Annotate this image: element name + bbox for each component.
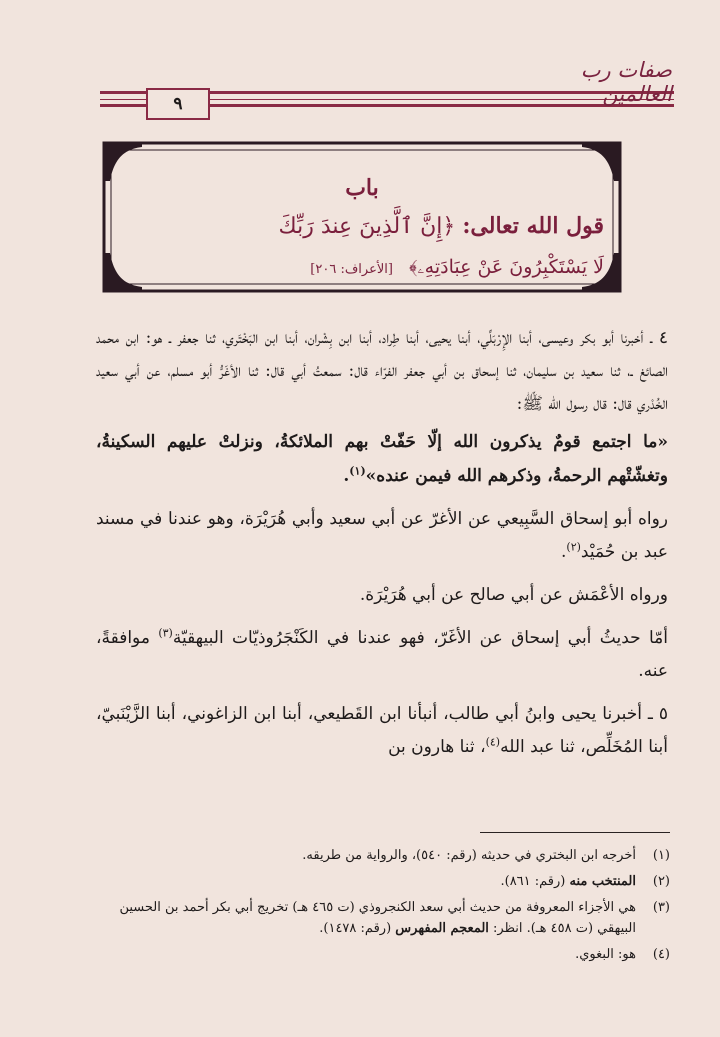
footnotes [96, 845, 670, 970]
footnote-ref-2: (٢) [566, 540, 581, 554]
footnote-text: هو: البغوي. [575, 947, 636, 962]
footnote-ref-1: (١) [349, 464, 366, 478]
footnote-bold: المعجم المفهرس [395, 921, 489, 936]
footnote-rest: هي الأجزاء المعروفة من حديث أبي سعد الكنجروذي (ت ٤٦٥ هـ) تخريج أبي بكر أحمد بن الحسين البيهقي (ت ٤٥٨ هـ). انظر: [119, 900, 636, 936]
footnote-2 [96, 871, 670, 892]
footnote-text [96, 871, 636, 892]
footnote-1 [96, 845, 670, 866]
hadith-text: «ما اجتمع قومٌ يذكرون الله إلّا حَفّتْ بهم الملائكةُ، ونزلتْ عليهم السكينةُ، وتغشّتْهم الرحمةُ، وذكرهم الله فيمن عنده»$^{(١)}$. [96, 432, 668, 486]
paragraph-amash: ورواه الأعْمَش عن أبي صالح عن أبي هُرَيْرَة. [359, 585, 668, 605]
footnote-mark: (١) [652, 848, 670, 863]
running-title: صفات رب العالمين [580, 58, 672, 106]
verse-reference: [الأعراف: ٢٠٦] [310, 262, 393, 277]
footnote-text: أخرجه ابن البختري في حديثه (رقم: ٥٤٠)، والرواية من طريقه. [302, 848, 636, 863]
kanjarudhiyyat-text: أمّا حديثُ أبي إسحاق عن الأغَرّ، فهو عندنا في الكَنْجَرُوذيّات البيهقيّة [172, 628, 669, 648]
isnad-tail: ، ثنا هارون بن [388, 737, 486, 757]
chapter-say: قول الله تعالى: [462, 213, 604, 239]
main-text [96, 322, 668, 764]
footnote-ref-3: (٣) [158, 626, 173, 640]
paragraph-4: ٤ ـ أخبرنا أبو بكر وعيسى، أبنا الإِرْبَلِّي، أبنا يحيى، أبنا طِراد، أبنا ابن بِشْران، أبنا ابن البَخْتَري، ثنا جعفر ـ هو: ابن محمد الصائغ ـ، ثنا سعيد بن سليمان، ثنا إسحاق بن أبي جعفر الفرّاء قال: سمعتُ أبي قال: ثنا الأغَرُّ أبو مسلم، عن أبي سعيد الخُدْري قال: قال رسول الله ﷺ: [96, 328, 668, 414]
chapter-verse-part1: ﴿إِنَّ ٱلَّذِينَ عِندَ رَبِّكَ [278, 214, 456, 239]
paragraph-narration: رواه أبو إسحاق السَّبِيعي عن الأغرّ عن أبي سعيد وأبي هُرَيْرَة، وهو عندنا في مسند عبد بن حُمَيْد$^{(٢)}$. [96, 509, 668, 562]
footnote-mark: (٤) [652, 947, 670, 962]
footnote-3 [96, 897, 670, 939]
footnote-bold: المنتخب منه [569, 874, 636, 889]
paragraph-5 [96, 698, 668, 764]
page-number: ٩ [146, 88, 210, 120]
chapter-title-frame [102, 141, 622, 293]
paragraph-kanjarudhiyyat [96, 622, 668, 688]
footnote-mark: (٣) [652, 900, 670, 915]
chapter-title-line1 [102, 213, 604, 239]
footnote-text [96, 897, 636, 939]
footnote-mark: (٢) [652, 874, 670, 889]
hadith-body: «ما اجتمع قومٌ يذكرون الله إلّا حَفّتْ بهم الملائكةُ، ونزلتْ عليهم السكينةُ، وتغشّتْهم الرحمةُ، وذكرهم الله فيمن عنده» [96, 432, 668, 486]
chapter-title-line2 [120, 256, 604, 278]
footnote-ref-4: (٤) [485, 735, 501, 749]
narration-text: رواه أبو إسحاق السَّبِيعي عن الأغرّ عن أبي سعيد وأبي هُرَيْرَة، وهو عندنا في مسند عبد بن حُمَيْد [96, 509, 668, 562]
footnote-separator [480, 832, 670, 833]
footnote-tail: (رقم: ١٤٧٨). [319, 921, 396, 936]
isnad-text: ٥ ـ أخبرنا يحيى وابنُ أبي طالب، أنبأنا ابن القَطيعي، أبنا ابن الزاغوني، أبنا الزَّيْنَبيّ، أبنا المُخَلِّص، ثنا عبد الله [96, 704, 668, 757]
chapter-verse-part2: لَا يَسْتَكْبِرُونَ عَنْ عِبَادَتِهِۦ﴾ [409, 256, 604, 278]
kanjarudhiyyat-tail: موافقةً، عنه. [96, 628, 668, 681]
footnote-4 [96, 944, 670, 965]
footnote-rest: (رقم: ٨٦١). [500, 874, 570, 889]
chapter-label: باب [345, 175, 379, 201]
